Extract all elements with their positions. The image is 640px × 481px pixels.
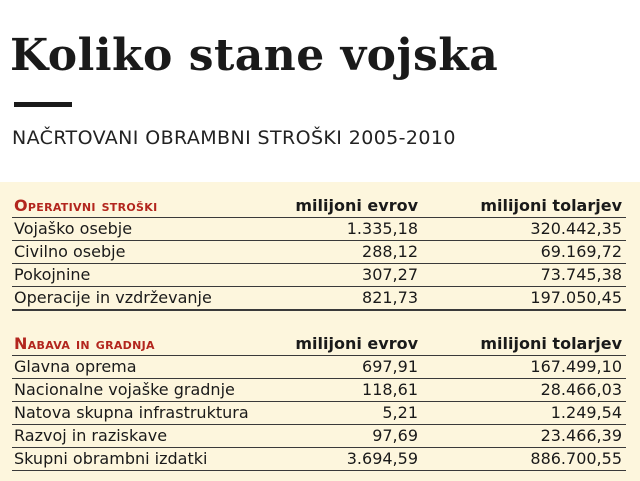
value-eur: 97,69 bbox=[372, 426, 418, 445]
table-row bbox=[12, 356, 626, 379]
table-row bbox=[12, 264, 626, 287]
row-label: Glavna oprema bbox=[14, 357, 137, 376]
value-eur: 821,73 bbox=[362, 288, 418, 307]
value-eur: 5,21 bbox=[382, 403, 418, 422]
table-row bbox=[12, 241, 626, 264]
value-eur: 307,27 bbox=[362, 265, 418, 284]
value-eur: 3.694,59 bbox=[346, 449, 418, 468]
section-header-row bbox=[12, 195, 626, 218]
section-header-row bbox=[12, 333, 626, 356]
value-sit: 167.499,10 bbox=[530, 357, 622, 376]
table-row bbox=[12, 218, 626, 241]
row-label: Civilno osebje bbox=[14, 242, 126, 261]
value-sit: 28.466,03 bbox=[540, 380, 622, 399]
column-header-eur: milijoni evrov bbox=[295, 334, 418, 353]
value-eur: 288,12 bbox=[362, 242, 418, 261]
row-label: Vojaško osebje bbox=[14, 219, 133, 238]
cost-table bbox=[0, 182, 640, 481]
row-label: Skupni obrambni izdatki bbox=[14, 449, 208, 468]
table-row bbox=[12, 402, 626, 425]
value-sit: 73.745,38 bbox=[540, 265, 622, 284]
value-sit: 197.050,45 bbox=[530, 288, 622, 307]
column-header-sit: milijoni tolarjev bbox=[480, 196, 622, 215]
value-sit: 320.442,35 bbox=[530, 219, 622, 238]
page-title: Koliko stane vojska bbox=[10, 30, 499, 81]
header bbox=[0, 0, 640, 182]
value-sit: 886.700,55 bbox=[530, 449, 622, 468]
section-header: Operativni stroški bbox=[14, 196, 158, 215]
table-row bbox=[12, 287, 626, 311]
section-header: Nabava in gradnja bbox=[14, 334, 155, 353]
table-row bbox=[12, 379, 626, 402]
title-rule bbox=[14, 102, 72, 107]
table-row-total bbox=[12, 448, 626, 471]
page-subtitle: NAČRTOVANI OBRAMBNI STROŠKI 2005-2010 bbox=[12, 127, 456, 149]
value-sit: 1.249,54 bbox=[550, 403, 622, 422]
value-eur: 118,61 bbox=[362, 380, 418, 399]
row-label: Pokojnine bbox=[14, 265, 91, 284]
value-sit: 69.169,72 bbox=[540, 242, 622, 261]
column-header-sit: milijoni tolarjev bbox=[480, 334, 622, 353]
row-label: Nacionalne vojaške gradnje bbox=[14, 380, 235, 399]
row-label: Natova skupna infrastruktura bbox=[14, 403, 249, 422]
table-row bbox=[12, 425, 626, 448]
value-eur: 697,91 bbox=[362, 357, 418, 376]
row-label: Razvoj in raziskave bbox=[14, 426, 168, 445]
value-sit: 23.466,39 bbox=[540, 426, 622, 445]
value-eur: 1.335,18 bbox=[346, 219, 418, 238]
row-label: Operacije in vzdrževanje bbox=[14, 288, 212, 307]
column-header-eur: milijoni evrov bbox=[295, 196, 418, 215]
